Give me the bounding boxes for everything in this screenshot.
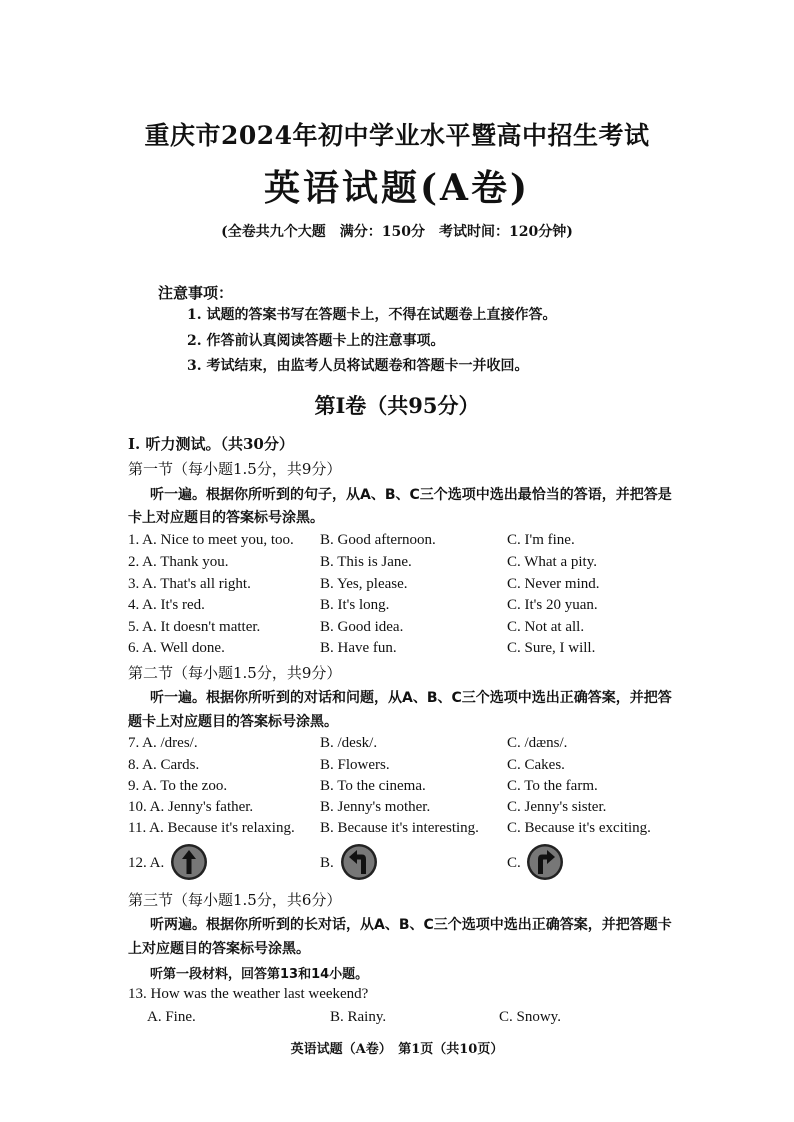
option-a: A. Fine. <box>147 1009 196 1025</box>
option-c: C. I'm fine. <box>507 532 575 548</box>
option-b: B. Jenny's mother. <box>320 799 431 815</box>
option-b: B. To the cinema. <box>320 778 426 794</box>
option-a: 8. A. Cards. <box>128 757 200 773</box>
option-a: 2. A. Thank you. <box>128 554 229 570</box>
paper-info: (全卷共九个大题 满分：150分 考试时间：120分钟) <box>221 224 573 240</box>
notice-item: 1. 试题的答案书写在答题卡上，不得在试题卷上直接作答。 <box>187 307 557 323</box>
option-c: C. Snowy. <box>499 1009 561 1025</box>
option-a: 6. A. Well done. <box>128 640 225 656</box>
material-note: 听第一段材料，回答第13和14小题。 <box>150 967 369 982</box>
straight-arrow-icon <box>170 843 208 881</box>
question-text: 13. How was the weather last weekend? <box>128 986 369 1002</box>
option-c: C. What a pity. <box>507 554 597 570</box>
option-a: 10. A. Jenny's father. <box>128 799 254 815</box>
option-c: C. It's 20 yuan. <box>507 597 598 613</box>
option-b: B. Good afternoon. <box>320 532 436 548</box>
notice-item: 3. 考试结束，由监考人员将试题卷和答题卡一并收回。 <box>187 358 529 374</box>
option-c: C. Jenny's sister. <box>507 799 607 815</box>
page-footer: 英语试题（A卷） 第1页（共10页） <box>290 1042 504 1057</box>
option-c: C. Because it's exciting. <box>507 820 651 836</box>
exam-title: 重庆市2024年初中学业水平暨高中招生考试 <box>144 121 650 150</box>
option-a: 12. A. <box>128 855 165 871</box>
notice-heading: 注意事项： <box>158 284 234 302</box>
option-b: B. /desk/. <box>320 735 378 751</box>
section-instruction: 听一遍。根据你所听到的句子，从A、B、C三个选项中选出最恰当的答语，并把答是 <box>150 487 672 503</box>
option-c: C. To the farm. <box>507 778 598 794</box>
option-a: 11. A. Because it's relaxing. <box>128 820 295 836</box>
section-instruction: 上对应题目的答案标号涂黑。 <box>128 941 310 957</box>
option-b: B. Rainy. <box>330 1009 387 1025</box>
option-b: B. Good idea. <box>320 619 404 635</box>
option-c: C. <box>507 855 521 871</box>
option-c: C. Cakes. <box>507 757 565 773</box>
turn-right-arrow-icon <box>526 843 564 881</box>
section-heading: 第二节（每小题1.5分，共9分） <box>128 664 342 682</box>
option-b: B. Flowers. <box>320 757 390 773</box>
notice-item: 2. 作答前认真阅读答题卡上的注意事项。 <box>187 333 445 349</box>
option-b: B. Because it's interesting. <box>320 820 479 836</box>
option-c: C. Sure, I will. <box>507 640 596 656</box>
option-b: B. It's long. <box>320 597 390 613</box>
turn-left-arrow-icon <box>340 843 378 881</box>
paper-title: 英语试题(A卷) <box>264 167 530 209</box>
section-heading: 第一节（每小题1.5分，共9分） <box>128 460 342 478</box>
option-a: 4. A. It's red. <box>128 597 205 613</box>
option-c: C. Never mind. <box>507 576 600 592</box>
option-a: 5. A. It doesn't matter. <box>128 619 261 635</box>
option-b: B. Have fun. <box>320 640 397 656</box>
option-b: B. <box>320 855 334 871</box>
option-a: 7. A. /dres/. <box>128 735 198 751</box>
option-c: C. Not at all. <box>507 619 585 635</box>
section-instruction: 听一遍。根据你所听到的对话和问题，从A、B、C三个选项中选出正确答案，并把答 <box>150 690 672 706</box>
section-instruction: 听两遍。根据你所听到的长对话，从A、B、C三个选项中选出正确答案，并把答题卡 <box>150 917 672 933</box>
section-instruction: 卡上对应题目的答案标号涂黑。 <box>128 510 324 526</box>
part-heading: I. 听力测试。（共30分） <box>128 435 294 453</box>
option-b: B. This is Jane. <box>320 554 412 570</box>
option-b: B. Yes, please. <box>320 576 408 592</box>
section-heading: 第三节（每小题1.5分，共6分） <box>128 891 342 909</box>
option-a: 1. A. Nice to meet you, too. <box>128 532 294 548</box>
option-c: C. /dæns/. <box>507 735 568 751</box>
option-a: 3. A. That's all right. <box>128 576 251 592</box>
section-instruction: 题卡上对应题目的答案标号涂黑。 <box>128 714 338 730</box>
option-a: 9. A. To the zoo. <box>128 778 228 794</box>
volume-title: 第Ⅰ卷（共95分） <box>314 393 480 418</box>
